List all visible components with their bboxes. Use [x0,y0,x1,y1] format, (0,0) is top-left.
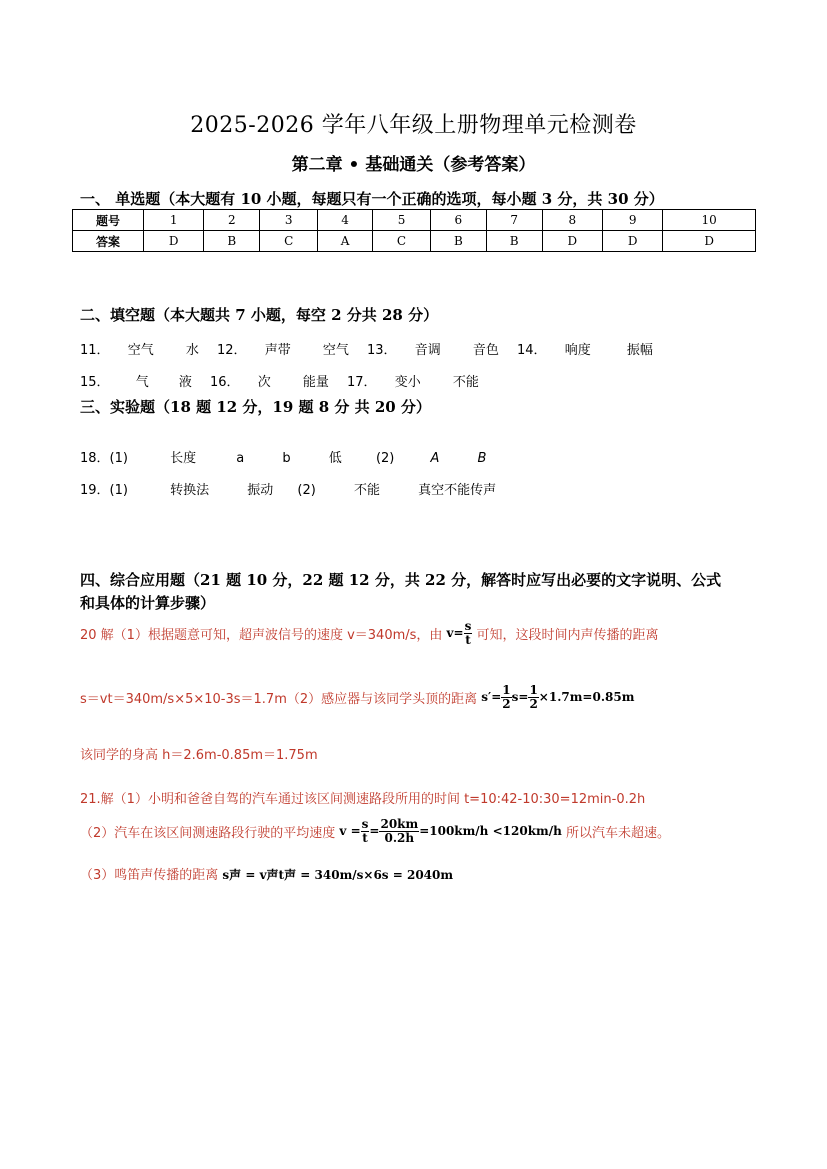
table-cell: 3 [260,210,318,231]
table-cell: C [373,231,431,252]
table-cell: D [542,231,602,252]
table-cell: B [486,231,542,252]
q20-line2 [80,684,634,711]
section4-heading-line1: 四、综合应用题（21 题 10 分，22 题 12 分，共 22 分，解答时应写出必要的文字说明、公式 [80,571,722,589]
table-cell: 1 [144,210,204,231]
table-cell: C [260,231,318,252]
table-row [73,231,756,252]
q20-text: 可知，这段时间内声传播的距离 [476,628,659,644]
answer-text: 真空不能传声 [418,483,497,498]
q21-line1: 21.解（1）小明和爸爸自驾的汽车通过该区间测速路段所用的时间 t=10:42-10:30=12min-0.2h [80,792,646,807]
answer-text: 转换法 [170,483,210,498]
table-cell: A [318,231,373,252]
q-number: (2) [375,451,395,466]
q20-formula-speed [446,619,477,648]
answer-text: b [282,451,291,466]
q21-text: （3）鸣笛声传播的距离 [80,868,219,883]
answer-text: 长度 [170,451,197,466]
q-number: 11． [80,343,110,358]
formula-part: 1 [529,683,538,697]
table-cell: 2 [204,210,260,231]
answer-text: 变小 [394,375,421,390]
q20-line1 [80,620,659,647]
q-number: 14． [517,343,547,358]
formula-part: s [464,619,472,633]
table-cell: B [430,231,486,252]
table-row [73,210,756,231]
q-number: 19．(1) [80,483,128,498]
q-number: 12． [217,343,247,358]
formula-part: =100km/h <120km/h [419,824,562,839]
q-number: 18．(1) [80,451,128,466]
formula-part: = [369,824,380,839]
answer-text: 次 [257,375,271,390]
answer-text: 声带 [264,343,291,358]
formula-part: ×1.7m=0.85m [538,690,635,705]
q21-line2 [80,818,670,845]
formula-part: v = [339,824,361,839]
answer-text: 空气 [322,343,349,358]
formula-part: 20km [380,817,419,831]
answer-text: 气 [135,375,149,390]
answer-text: a [236,451,245,466]
formula-part: s= [511,690,529,705]
answer-text: 不能 [353,483,380,498]
table-cell: D [144,231,204,252]
q-number: 16． [210,375,240,390]
section1-heading: 一、 单选题（本大题有 10 小题，每题只有一个正确的选项，每小题 3 分，共 30 分） [80,190,664,208]
formula-part: 2 [502,697,511,712]
table-cell: 9 [603,210,663,231]
formula-part: 2 [529,697,538,712]
answer-text: 音调 [414,343,441,358]
fill-line-2 [80,371,493,390]
q18-answers [80,447,500,466]
formula-part: 0.2h [384,831,415,846]
fill-line-1 [80,339,667,358]
answer-text: B [477,451,487,466]
q21-text: （2）汽车在该区间测速路段行驶的平均速度 [80,826,336,842]
formula-part: s′= [481,690,502,705]
section4-heading-line2: 和具体的计算步骤） [80,594,216,612]
answer-text: 振动 [247,483,274,498]
q20-text: s＝vt＝340m/s×5×10-3s＝1.7m（2）感应器与该同学头顶的距离 [80,692,478,708]
q-number: 15． [80,375,110,390]
answer-text: 响度 [564,343,591,358]
q21-formula-speed [339,817,566,846]
answer-text: 空气 [127,343,154,358]
q21-text: 所以汽车未超速。 [566,826,671,842]
answer-text: 液 [178,375,192,390]
answer-text: 音色 [472,343,499,358]
table-cell: 5 [373,210,431,231]
table-cell: 答案 [73,231,144,252]
q21-line3 [80,864,453,883]
table-cell: B [204,231,260,252]
answer-table [72,209,756,252]
table-cell: 题号 [73,210,144,231]
page-title: 2025-2026 学年八年级上册物理单元检测卷 [190,113,637,138]
formula-part: t [465,633,471,648]
table-cell: D [663,231,756,252]
q-number: (2) [297,483,316,498]
formula-part: t [362,831,368,846]
answer-text: 振幅 [626,343,653,358]
page-subtitle: 第二章 • 基础通关（参考答案） [291,155,536,175]
q20-line3: 该同学的身高 h＝2.6m-0.85m＝1.75m [80,748,318,763]
answer-text: A [430,451,440,466]
section2-heading: 二、填空题（本大题共 7 小题，每空 2 分共 28 分） [80,306,439,324]
q20-text: 20 解（1）根据题意可知，超声波信号的速度 v＝340m/s，由 [80,628,443,644]
q21-formula-distance: s声 = v声t声 = 340m/s×6s = 2040m [222,868,454,882]
table-cell: 6 [430,210,486,231]
answer-text: 能量 [302,375,329,390]
q-number: 17． [347,375,377,390]
table-cell: 8 [542,210,602,231]
table-cell: 4 [318,210,373,231]
formula-part: 1 [502,683,511,697]
answer-text: 不能 [452,375,479,390]
table-cell: D [603,231,663,252]
answer-text: 低 [328,451,342,466]
q-number: 13． [367,343,397,358]
answer-text: 水 [185,343,199,358]
table-cell: 10 [663,210,756,231]
section3-heading: 三、实验题（18 题 12 分，19 题 8 分 共 20 分） [80,398,431,416]
q20-formula-distance [481,683,635,712]
formula-part: s [361,817,369,831]
formula-part: v= [446,626,464,641]
q19-answers [80,479,510,498]
table-cell: 7 [486,210,542,231]
